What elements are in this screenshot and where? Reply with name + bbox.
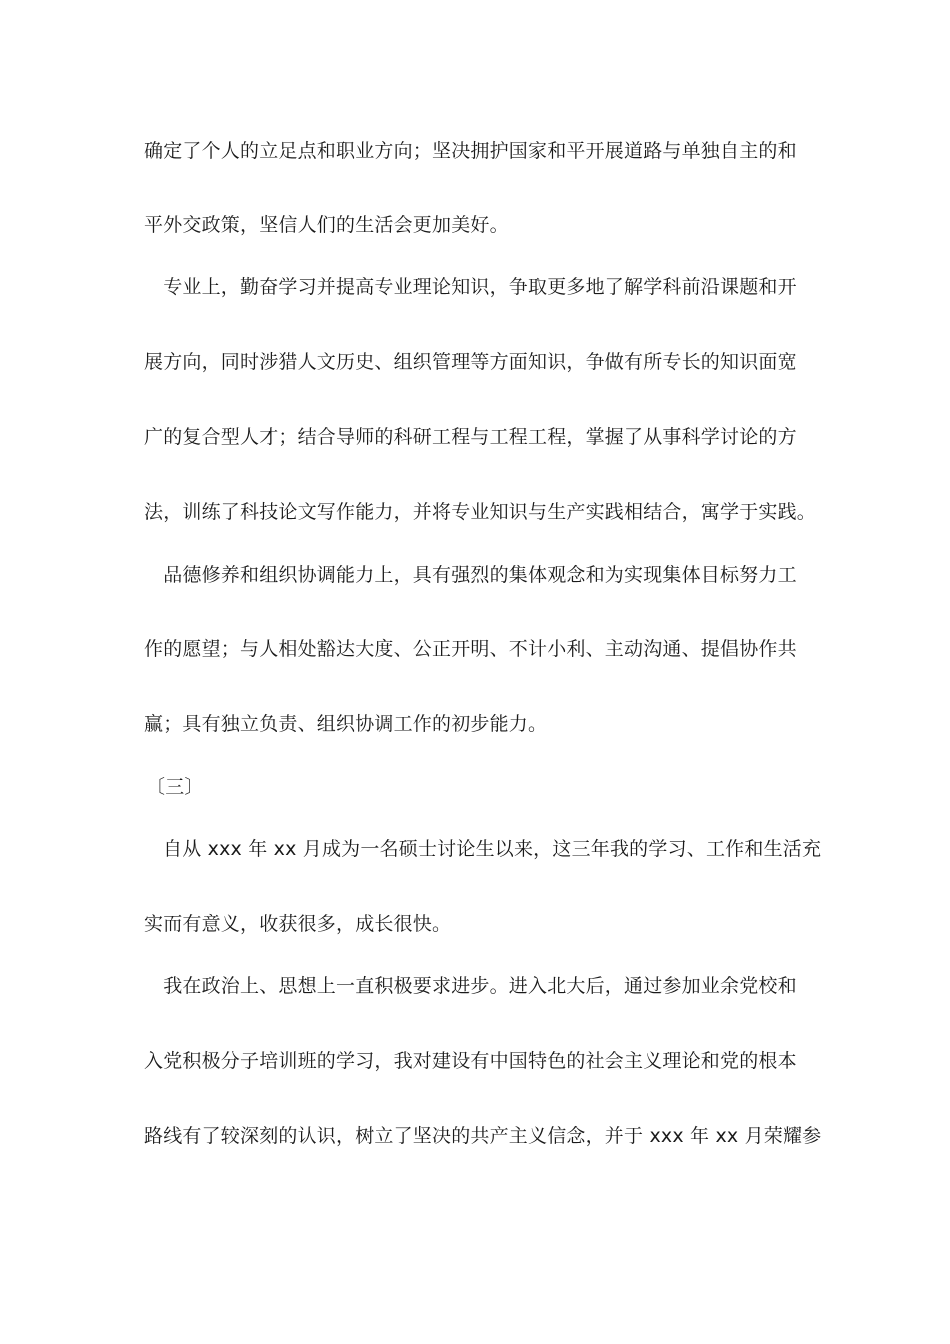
paragraph-line: 实而有意义，收获很多，成长很快。	[144, 913, 452, 935]
paragraph-line: 作的愿望；与人相处豁达大度、公正开明、不计小利、主动沟通、提倡协作共	[144, 638, 797, 660]
paragraph-line: 确定了个人的立足点和职业方向；坚决拥护国家和平开展道路与单独自主的和	[144, 140, 797, 162]
paragraph-line: 展方向，同时涉猎人文历史、组织管理等方面知识，争做有所专长的知识面宽	[144, 351, 797, 373]
paragraph-line: 法，训练了科技论文写作能力，并将专业知识与生产实践相结合，寓学于实践。	[144, 501, 817, 523]
paragraph-line: 平外交政策，坚信人们的生活会更加美好。	[144, 214, 509, 236]
paragraph-line: 赢；具有独立负责、组织协调工作的初步能力。	[144, 713, 548, 735]
paragraph-line: 入党积极分子培训班的学习，我对建设有中国特色的社会主义理论和党的根本	[144, 1050, 797, 1072]
paragraph-line: 品德修养和组织协调能力上，具有强烈的集体观念和为实现集体目标努力工	[144, 564, 797, 586]
paragraph-line: 专业上，勤奋学习并提高专业理论知识，争取更多地了解学科前沿课题和开	[144, 276, 797, 298]
paragraph-line: 我在政治上、思想上一直积极要求进步。进入北大后，通过参加业余党校和	[144, 975, 797, 997]
paragraph-line: 自从 xxx 年 xx 月成为一名硕士讨论生以来，这三年我的学习、工作和生活充	[163, 838, 822, 860]
paragraph-line: 广的复合型人才；结合导师的科研工程与工程工程，掌握了从事科学讨论的方	[144, 426, 797, 448]
paragraph-line: 路线有了较深刻的认识，树立了坚决的共产主义信念，并于 xxx 年 xx 月荣耀参	[144, 1125, 822, 1147]
section-heading: 〔三〕	[146, 776, 204, 798]
